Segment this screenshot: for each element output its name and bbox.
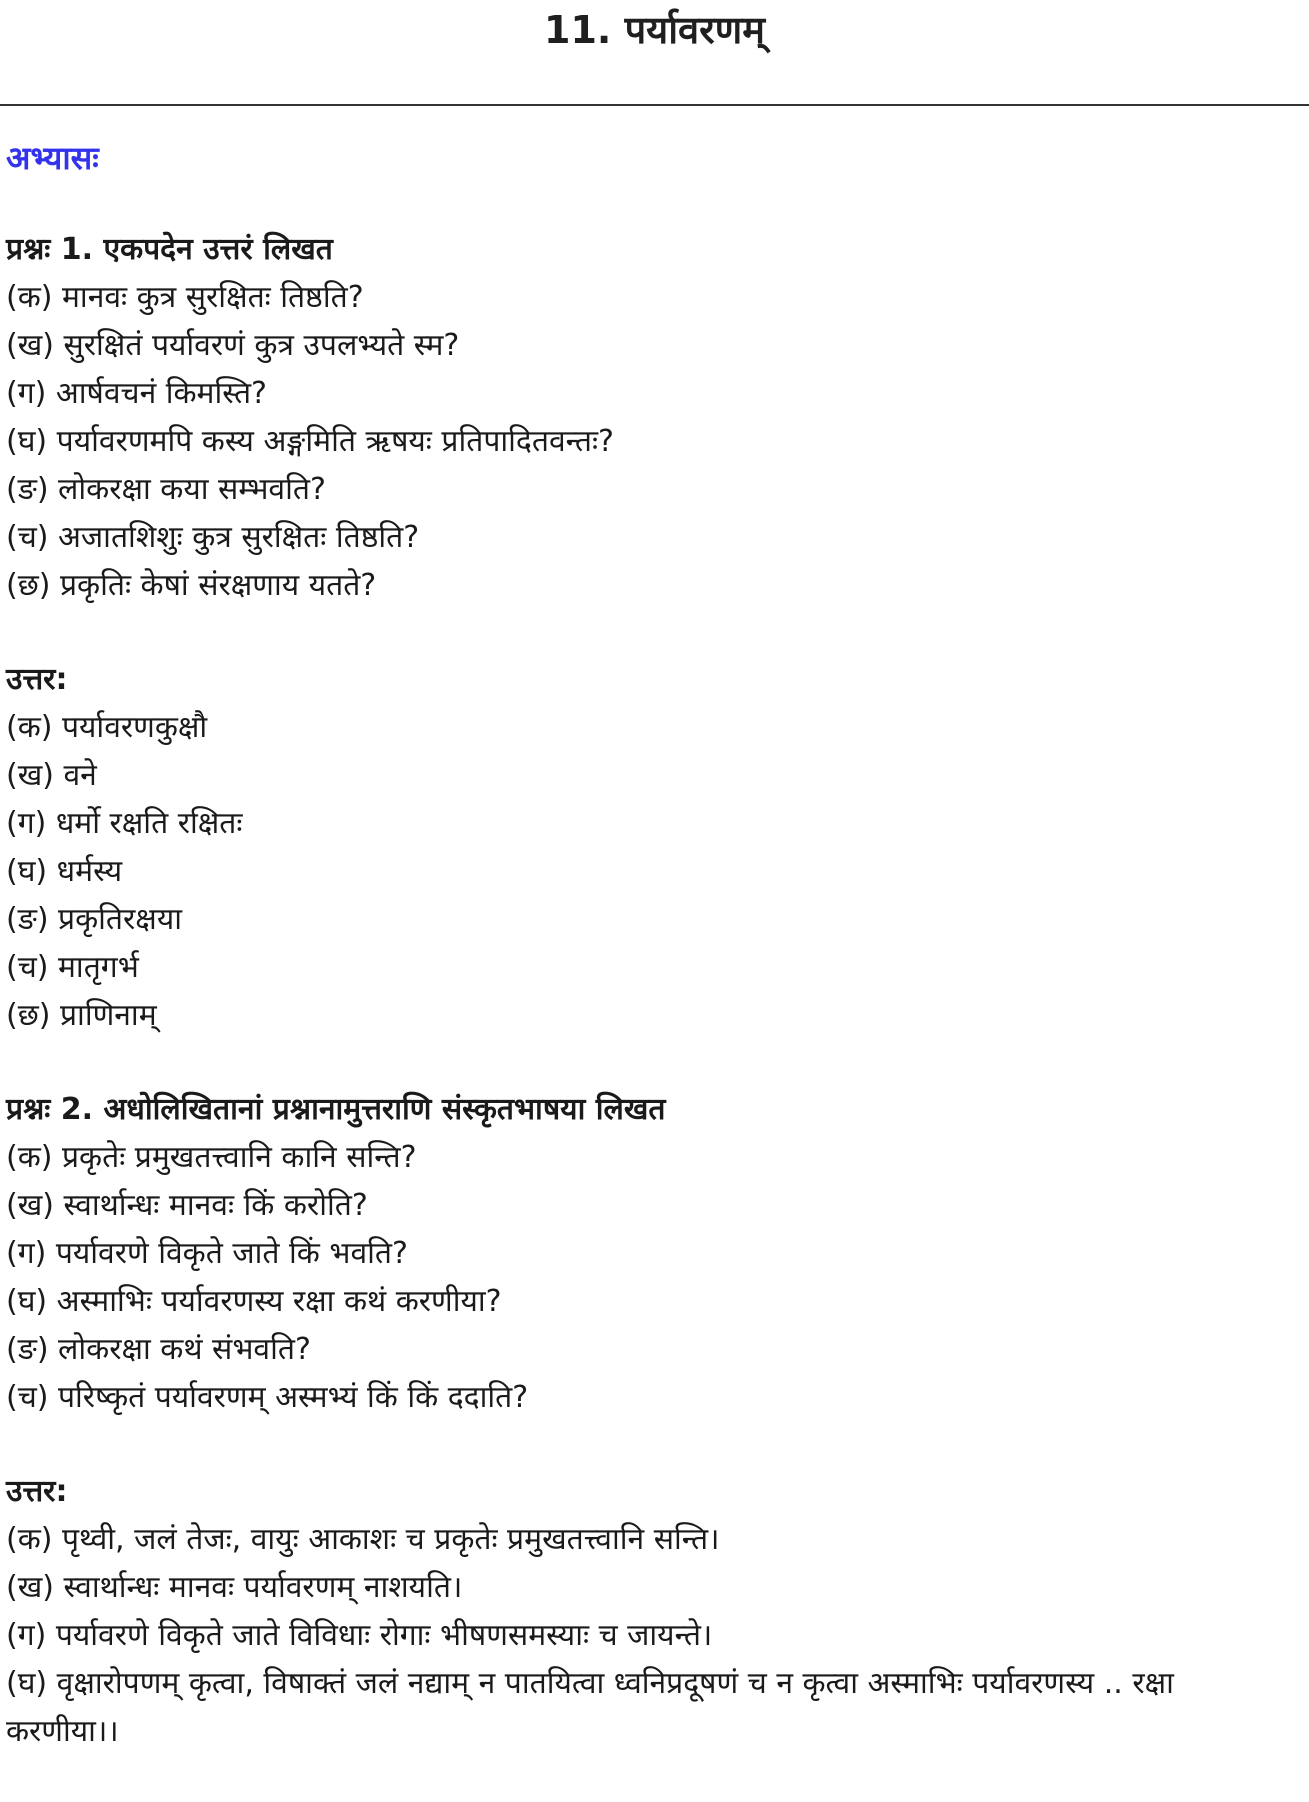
question-line: (ङ) लोकरक्षा कथं संभवति? (6, 1332, 311, 1367)
question-line: (च) अजातशिशुः कुत्र सुरक्षितः तिष्ठति? (6, 520, 420, 555)
question-line: (क) प्रकृतेः प्रमुखतत्त्वानि कानि सन्ति? (6, 1140, 417, 1175)
answer-line: (ग) धर्मो रक्षति रक्षितः (6, 806, 243, 841)
question-line: (च) परिष्कृतं पर्यावरणम् अस्मभ्यं किं किं ददाति? (6, 1380, 529, 1415)
answer-line: (ख) स्वार्थान्धः मानवः पर्यावरणम् नाशयति। (6, 1570, 463, 1605)
answer-line: (ङ) प्रकृतिरक्षया (6, 902, 182, 937)
question-block-1 (6, 226, 1301, 610)
exercise-content (6, 128, 1301, 1802)
question-block-2 (6, 1086, 1301, 1422)
answer-line: (घ) वृक्षारोपणम् कृत्वा, विषाक्तं जलं नद्याम् न पातयित्वा ध्वनिप्रदूषणं च न कृत्वा अस्माभिः पर्यावरणस्य .. रक्षा करणीया।। (6, 1666, 1174, 1749)
question-line: (घ) पर्यावरणमपि कस्य अङ्गमिति ऋषयः प्रतिपादितवन्तः? (6, 424, 614, 459)
question-heading: प्रश्नः 1. एकपदेन उत्तरं लिखत (6, 232, 333, 267)
question-line: (ग) आर्षवचनं किमस्ति? (6, 376, 267, 411)
answer-block-2 (6, 1468, 1301, 1756)
question-line: (ग) पर्यावरणे विकृते जाते किं भवति? (6, 1236, 408, 1271)
page-title: 11. पर्यावरणम् (544, 8, 765, 52)
question-line: (क) मानवः कुत्र सुरक्षितः तिष्ठति? (6, 280, 364, 315)
answer-line: (ग) पर्यावरणे विकृते जाते विविधाः रोगाः भीषणसमस्याः च जायन्ते। (6, 1618, 713, 1653)
answer-block-1 (6, 656, 1301, 1040)
question-line: (छ) प्रकृतिः केषां संरक्षणाय यतते? (6, 568, 377, 603)
answer-line: (क) पृथ्वी, जलं तेजः, वायुः आकाशः च प्रकृतेः प्रमुखतत्त्वानि सन्ति। (6, 1522, 720, 1557)
answer-line: (घ) धर्मस्य (6, 854, 123, 889)
question-line: (ख) सुरक्षितं पर्यावरणं कुत्र उपलभ्यते स्म? (6, 328, 460, 363)
title-divider (0, 104, 1309, 106)
answer-line: (ख) वने (6, 758, 97, 793)
question-line: (ख) स्वार्थान्धः मानवः किं करोति? (6, 1188, 368, 1223)
answer-line: (छ) प्राणिनाम् (6, 998, 157, 1033)
answer-heading: उत्तर: (6, 662, 68, 697)
question-line: (घ) अस्माभिः पर्यावरणस्य रक्षा कथं करणीया? (6, 1284, 502, 1319)
section-heading: अभ्यासः (6, 139, 99, 177)
answer-heading: उत्तर: (6, 1474, 68, 1509)
question-line: (ङ) लोकरक्षा कया सम्भवति? (6, 472, 326, 507)
answer-line: (क) पर्यावरणकुक्षौ (6, 710, 208, 745)
question-heading: प्रश्नः 2. अधोलिखितानां प्रश्नानामुत्तराणि संस्कृतभाषया लिखत (6, 1092, 666, 1127)
answer-line: (च) मातृगर्भ (6, 950, 139, 985)
